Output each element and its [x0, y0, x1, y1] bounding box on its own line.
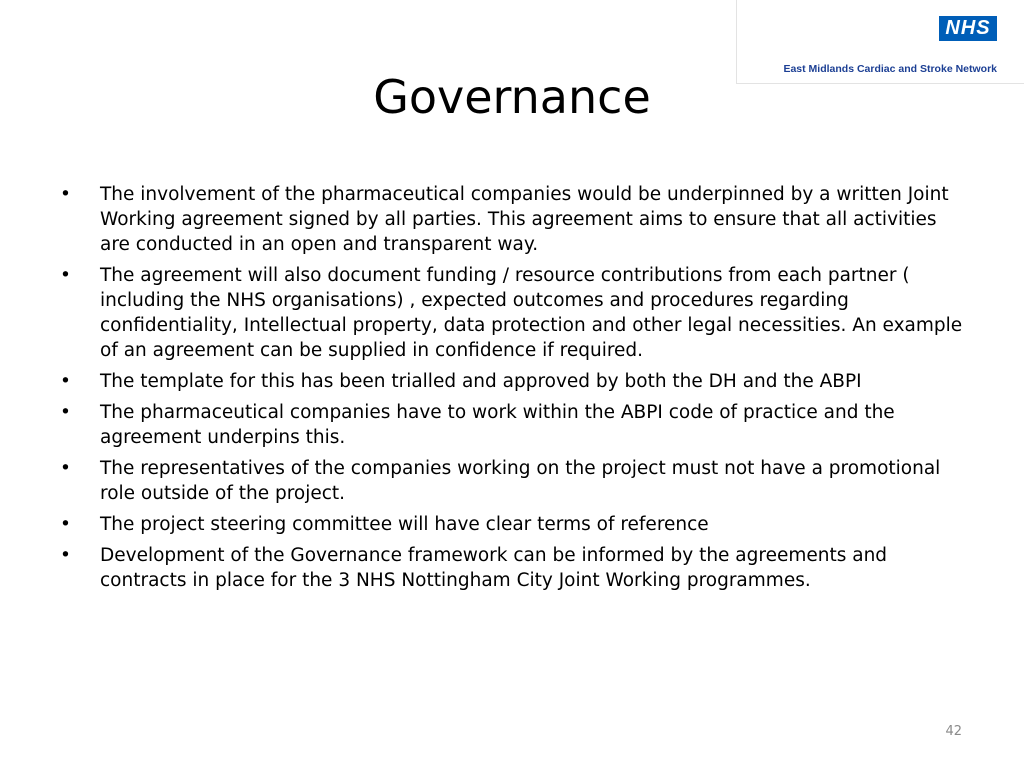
bullet-text: The involvement of the pharmaceutical companies would be underpinned by a written Joint Working agreement signed by all parties. This agreement aims to ensure that all activities are conducted in an open and transparent way.: [100, 184, 949, 255]
bullet-item: [60, 400, 970, 450]
bullet-item: [60, 512, 970, 537]
bullet-text: Development of the Governance framework can be informed by the agreements and contracts in place for the 3 NHS Nottingham City Joint Working programmes.: [100, 545, 888, 591]
bullet-item: [60, 263, 970, 363]
bullet-icon: •: [60, 371, 71, 392]
page-number: 42: [945, 724, 962, 739]
bullet-icon: •: [60, 458, 71, 479]
bullet-item: [60, 543, 970, 593]
bullet-text: The template for this has been trialled and approved by both the DH and the ABPI: [100, 371, 862, 392]
bullet-icon: •: [60, 184, 71, 205]
bullet-text: The representatives of the companies working on the project must not have a promotional role outside of the project.: [100, 458, 941, 504]
bullet-item: [60, 182, 970, 257]
bullet-text: The project steering committee will have clear terms of reference: [100, 514, 709, 535]
bullet-item: [60, 456, 970, 506]
nhs-logo-icon: NHS: [939, 16, 997, 41]
slide-title: Governance: [373, 70, 651, 124]
bullet-text: The pharmaceutical companies have to work within the ABPI code of practice and the agreement underpins this.: [100, 402, 895, 448]
bullet-text: The agreement will also document funding / resource contributions from each partner ( including the NHS organisations) , expected outcomes and procedures regarding confidentiality, Intellectual property, data protection and other legal necessities. An example of an agreement can be supplied in confidence if required.: [100, 265, 963, 361]
bullet-icon: •: [60, 402, 71, 423]
bullet-icon: •: [60, 265, 71, 286]
bullet-list: [60, 182, 970, 599]
bullet-item: [60, 369, 970, 394]
bullet-icon: •: [60, 514, 71, 535]
network-name: East Midlands Cardiac and Stroke Network: [783, 63, 997, 75]
bullet-icon: •: [60, 545, 71, 566]
